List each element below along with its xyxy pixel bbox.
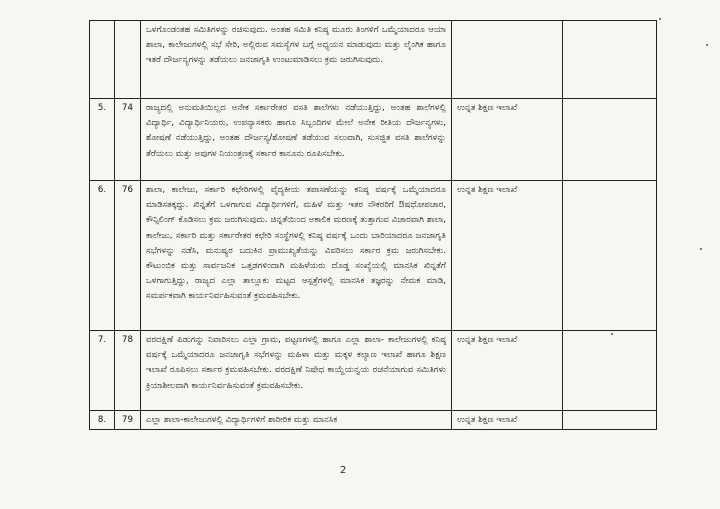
department-cell: ಉನ್ನತ ಶಿಕ್ಷಣ ಇಲಾಖೆ — [452, 99, 563, 181]
serial-cell: 7. — [90, 331, 115, 411]
recommendation-text-cell: ಶಾಲಾ, ಕಾಲೇಜು, ಸರ್ಕಾರಿ ಕಛೇರಿಗಳಲ್ಲಿ ವೈದ್ಯಕೀಯ ತಪಾಸಣೆಯನ್ನು ಕನಿಷ್ಠ ವರ್ಷಕ್ಕೆ ಒಮ್ಮೆಯಾದರೂ ಮಾಡಿಸತಕ್ಕದ್ದು. ಖಿನ್ನತೆಗೆ ಒಳಗಾಗುವ ವಿದ್ಯಾರ್ಥಿಗಳಿಗೆ, ಮಹಿಳೆ ಮತ್ತು ಇತರ ನೌಕರರಿಗೆ ಔಷಧೋಪಚಾರ, ಕೌನ್ಸಿಲಿಂಗ್ ಕೊಡಿಸಲು ಕ್ರಮ ಜರುಗಿಸುವುದು. ಚಿನ್ನತೆಯಿಂದ ಅಕಾಲಿಕ ಮರಣಕ್ಕೆ ತುತ್ತಾಗುವ ವಿಚಾರವಾಗಿ ಶಾಲಾ, ಕಾಲೇಜು, ಸರ್ಕಾರಿ ಮತ್ತು ಸರ್ಕಾರೇತರ ಕಛೇರಿ ಸಂಸ್ಥೆಗಳಲ್ಲಿ ಕನಿಷ್ಠ ವರ್ಷಕ್ಕೆ ಒಂದು ಬಾರಿಯಾದರೂ ಜನಜಾಗೃತಿ ಸಭೆಗಳನ್ನು ನಡೆಸಿ, ಮನುಷ್ಯರ ಬದುಕಿನ ಪ್ರಾಮುಖ್ಯತೆಯನ್ನು ವಿವರಿಸಲು ಸರ್ಕಾರ ಕ್ರಮ ಜರುಗಿಸಬೇಕು. ಕೌಟುಂಬಿಕ ಮತ್ತು ಸಾರ್ವಜನಿಕ ಒತ್ತಡಗಳಿಂದಾಗಿ ಮಹಿಳೆಯರು ದೊಡ್ಡ ಸಂಖ್ಯೆಯಲ್ಲಿ ಮಾನಸಿಕ ಖಿನ್ನತೆಗೆ ಒಳಗಾಗುತ್ತಿದ್ದು, ರಾಜ್ಯದ ಎಲ್ಲಾ ತಾಲ್ಲೂಕು ಮಟ್ಟದ ಆಸ್ಪತ್ರೆಗಳಲ್ಲಿ ಮಾನಸಿಕ ತಜ್ಞರನ್ನು ನೇಮಕ ಮಾಡಿ, ಸಮರ್ಪಕವಾಗಿ ಕಾರ್ಯನಿರ್ವಹಿಸುವಂತೆ ಕ್ರಮವಹಿಸಬೇಕು. — [141, 181, 452, 331]
table-row — [90, 411, 657, 430]
department-cell: ಉನ್ನತ ಶಿಕ್ಷಣ ಇಲಾಖೆ — [452, 181, 563, 331]
recommendation-text-cell: ಒಳಗೊಂಡಂತಹ ಸಮಿತಿಗಳನ್ನು ರಚಿಸುವುದು. ಅಂತಹ ಸಮಿತಿ ಕನಿಷ್ಠ ಮೂರು ತಿಂಗಳಿಗೆ ಒಮ್ಮೆಯಾದರೂ ಆಯಾ ಶಾಲಾ, ಕಾಲೇಜುಗಳಲ್ಲಿ ಸಭೆ ಸೇರಿ, ಅಲ್ಲಿರುವ ಸಮಸ್ಯೆಗಳ ಬಗ್ಗೆ ಅಧ್ಯಯನ ಮಾಡುವುದು ಮತ್ತು ಲೈಂಗಿಕ ಹಾಗೂ ಇತರೆ ದೌರ್ಜನ್ಯಗಳನ್ನು ತಡೆಯಲು ಜನಜಾಗೃತಿ ಉಂಟುಮಾಡಿಸಲು ಕ್ರಮ ಜರುಗಿಸುವುದು. — [141, 21, 452, 99]
scan-speck — [611, 333, 613, 335]
department-cell: ಉನ್ನತ ಶಿಕ್ಷಣ ಇಲಾಖೆ — [452, 331, 563, 411]
recommendation-text-cell: ರಾಜ್ಯದಲ್ಲಿ ಅನುಮತಿಯಿಲ್ಲದ ಅನೇಕ ಸರ್ಕಾರೇತರ ವಸತಿ ಶಾಲೆಗಳು ನಡೆಯುತ್ತಿದ್ದು, ಅಂತಹ ಶಾಲೆಗಳಲ್ಲಿ ವಿದ್ಯಾರ್ಥಿ, ವಿದ್ಯಾರ್ಥಿನಿಯರು, ಉಪನ್ಯಾಸಕರು ಹಾಗೂ ಸಿಬ್ಬಂದಿಗಳ ಮೇಲೆ ಅನೇಕ ರೀತಿಯ ದೌರ್ಜನ್ಯಗಳು, ಶೋಷಣೆ ನಡೆಯುತ್ತಿದ್ದು, ಅಂತಹ ದೌರ್ಜನ್ಯ/ಶೋಷಣೆ ತಡೆಯುವ ಸಲುವಾಗಿ, ಸುಸಜ್ಜಿತ ವಸತಿ ಶಾಲೆಗಳನ್ನು ತೆರೆಯಲು ಮತ್ತು ಅವುಗಳ ನಿಯಂತ್ರಣಕ್ಕೆ ಸರ್ಕಾರ ಕಾನೂನು ರೂಪಿಸಬೇಕು. — [141, 99, 452, 181]
remarks-cell — [563, 331, 657, 411]
recommendation-text-cell: ಎಲ್ಲಾ ಶಾಲಾ-ಕಾಲೇಜುಗಳಲ್ಲಿ ವಿದ್ಯಾರ್ಥಿಗಳಿಗೆ ಶಾರೀರಿಕ ಮತ್ತು ಮಾನಸಿಕ — [141, 411, 452, 430]
remarks-cell — [563, 181, 657, 331]
table-row — [90, 331, 657, 411]
remarks-cell — [563, 21, 657, 99]
recommendation-text-cell: ವರದಕ್ಷಿಣೆ ಪಿಡುಗನ್ನು ನಿವಾರಿಸಲು ಎಲ್ಲಾ ಗ್ರಾಮ, ಪಟ್ಟಣಗಳಲ್ಲಿ ಹಾಗೂ ಎಲ್ಲಾ ಶಾಲಾ- ಕಾಲೇಜುಗಳಲ್ಲಿ ಕನಿಷ್ಠ ವರ್ಷಕ್ಕೆ ಒಮ್ಮೆಯಾದರೂ ಜನಜಾಗೃತಿ ಸಭೆಗಳನ್ನು ಮಹಿಳಾ ಮತ್ತು ಮಕ್ಕಳ ಕಲ್ಯಾಣ ಇಲಾಖೆ ಹಾಗೂ ಶಿಕ್ಷಣ ಇಲಾಖೆ ರೂಪಿಸಲು ಸರ್ಕಾರ ಕ್ರಮವಹಿಸಬೇಕು. ವರದಕ್ಷಿಣೆ ನಿಷೇಧ ಕಾಯ್ದೆಯನ್ವಯ ರಚನೆಯಾಗುವ ಸಮಿತಿಗಳು ಕ್ರಿಯಾಶೀಲವಾಗಿ ಕಾರ್ಯನಿರ್ವಹಿಸುವಂತೆ ಕ್ರಮವಹಿಸಬೇಕು. — [141, 331, 452, 411]
serial-cell — [90, 21, 115, 99]
department-cell: ಉನ್ನತ ಶಿಕ್ಷಣ ಇಲಾಖೆ — [452, 411, 563, 430]
serial-cell: 8. — [90, 411, 115, 430]
table-row — [90, 181, 657, 331]
page-number: 2 — [340, 465, 347, 476]
department-cell — [452, 21, 563, 99]
remarks-cell — [563, 411, 657, 430]
recommendation-number-cell: 74 — [115, 99, 141, 181]
recommendations-table — [89, 20, 657, 430]
recommendation-number-cell: 79 — [115, 411, 141, 430]
recommendation-number-cell: 76 — [115, 181, 141, 331]
scan-speck — [700, 248, 702, 250]
recommendation-number-cell — [115, 21, 141, 99]
scan-speck — [706, 44, 708, 46]
table-row — [90, 21, 657, 99]
table-row — [90, 99, 657, 181]
serial-cell: 5. — [90, 99, 115, 181]
recommendation-number-cell: 78 — [115, 331, 141, 411]
scan-speck — [659, 18, 661, 20]
serial-cell: 6. — [90, 181, 115, 331]
remarks-cell — [563, 99, 657, 181]
